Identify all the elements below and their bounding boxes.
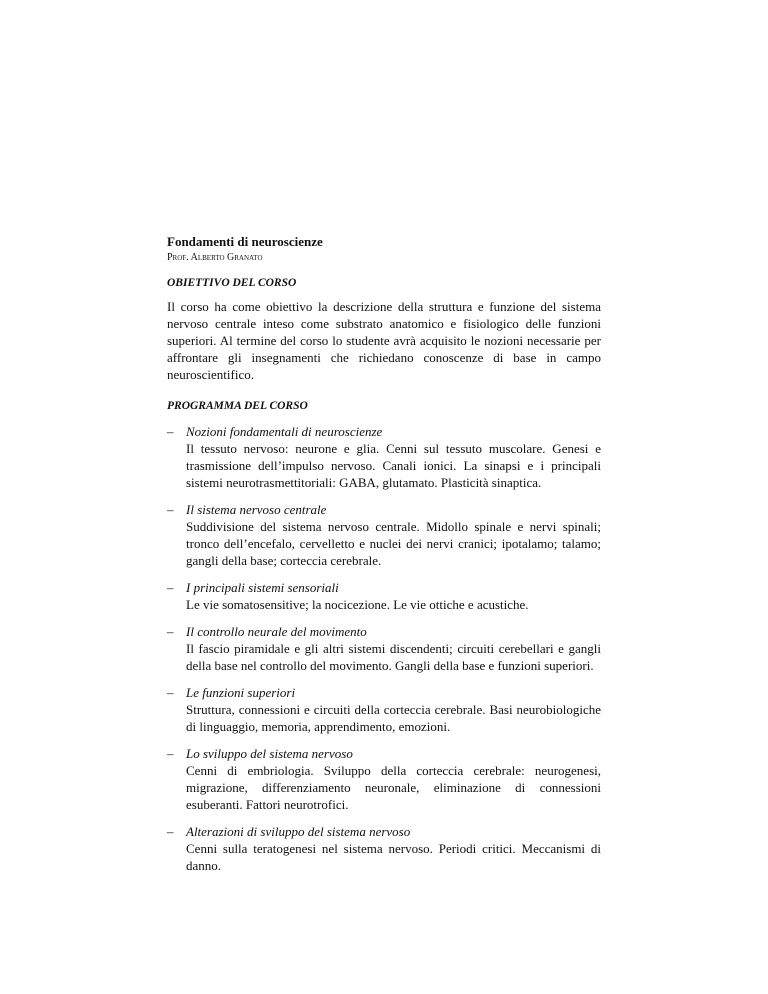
program-list [167, 423, 601, 874]
dash-bullet: – [167, 824, 174, 839]
program-item [167, 501, 601, 569]
program-item-title: Le funzioni superiori [186, 685, 296, 700]
program-item-title: Alterazioni di sviluppo del sistema nervoso [186, 824, 411, 839]
program-item-title: Il controllo neurale del movimento [186, 624, 367, 639]
program-item-text: Cenni di embriologia. Sviluppo della corteccia cerebrale: neurogenesi, migrazione, differenziamento neuronale, eliminazione di connessioni esuberanti. Fattori neurotrofici. [186, 763, 601, 812]
dash-bullet: – [167, 624, 174, 639]
objective-heading: OBIETTIVO DEL CORSO [167, 277, 297, 289]
program-item-text: Il tessuto nervoso: neurone e glia. Cenni sul tessuto muscolare. Genesi e trasmissione dell’impulso nervoso. Canali ionici. La sinapsi e i principali sistemi neurotrasmettitoriali: GABA, glutamato. Plasticità sinaptica. [186, 441, 601, 490]
course-title: Fondamenti di neuroscienze [167, 234, 323, 249]
program-item-text: Il fascio piramidale e gli altri sistemi discendenti; circuiti cerebellari e gangli della base nel controllo del movimento. Gangli della base e funzioni superiori. [186, 641, 601, 673]
program-item-title: Nozioni fondamentali di neuroscienze [186, 424, 383, 439]
professor-name: Prof. Alberto Granato [167, 252, 263, 263]
program-item-title: Il sistema nervoso centrale [186, 502, 327, 517]
dash-bullet: – [167, 502, 174, 517]
program-item-text: Le vie somatosensitive; la nocicezione. Le vie ottiche e acustiche. [186, 597, 529, 612]
program-item [167, 684, 601, 735]
program-item [167, 623, 601, 674]
program-item [167, 823, 601, 874]
program-heading: PROGRAMMA DEL CORSO [167, 400, 308, 412]
program-item [167, 423, 601, 491]
program-item-title: I principali sistemi sensoriali [186, 580, 339, 595]
program-item-text: Struttura, connessioni e circuiti della corteccia cerebrale. Basi neurobiologiche di linguaggio, memoria, apprendimento, emozioni. [186, 702, 601, 734]
dash-bullet: – [167, 580, 174, 595]
course-page [167, 234, 601, 884]
program-item [167, 745, 601, 813]
dash-bullet: – [167, 746, 174, 761]
dash-bullet: – [167, 424, 174, 439]
dash-bullet: – [167, 685, 174, 700]
program-item-text: Cenni sulla teratogenesi nel sistema nervoso. Periodi critici. Meccanismi di danno. [186, 841, 601, 873]
program-item [167, 579, 601, 613]
program-item-text: Suddivisione del sistema nervoso centrale. Midollo spinale e nervi spinali; tronco dell’encefalo, cervelletto e nuclei dei nervi cranici; ipotalamo; talamo; gangli della base; corteccia cerebrale. [186, 519, 601, 568]
program-item-title: Lo sviluppo del sistema nervoso [186, 746, 353, 761]
objective-text: Il corso ha come obiettivo la descrizione della struttura e funzione del sistema nervoso centrale inteso come substrato anatomico e fisiologico delle funzioni superiori. Al termine del corso lo studente avrà acquisito le nozioni necessarie per affrontare gli insegnamenti che richiedano conoscenze di base in campo neuroscientifico. [167, 299, 601, 382]
